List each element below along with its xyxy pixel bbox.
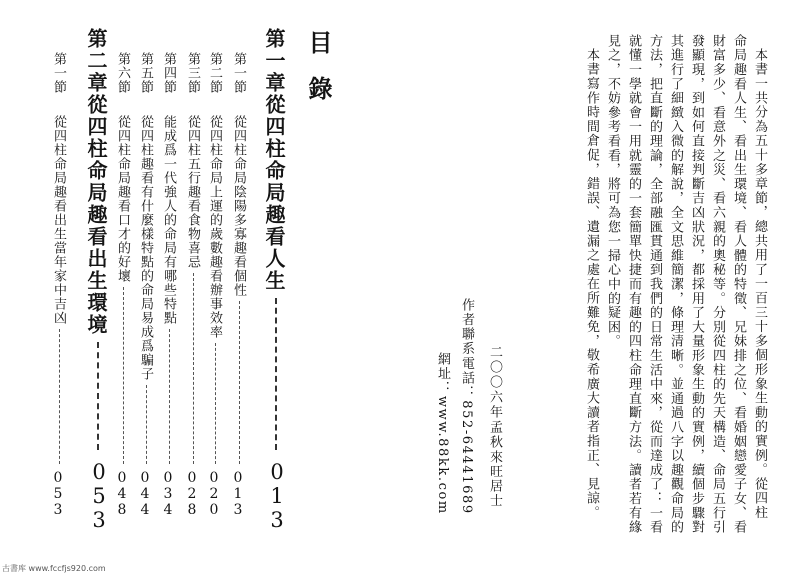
preface-line: 就懂一學就會一用就靈的一套簡單快捷而有趣的四柱命理直斷方法。讀者若有緣 bbox=[626, 34, 641, 535]
section-title: 從四柱命局趣看口才的好壞 bbox=[115, 115, 130, 283]
section-label: 第六節 bbox=[115, 52, 130, 94]
preface-line: 方法，把直斷的理論，全部融匯貫通到我們的日常生活中來，從而達成了：一看 bbox=[647, 34, 662, 535]
section-page-number: 053 bbox=[50, 470, 66, 518]
toc-page bbox=[0, 0, 396, 577]
section-title: 能成爲一代強人的命局有哪些特點 bbox=[161, 115, 176, 325]
web-label: 網址： bbox=[435, 352, 450, 396]
section-page-number: 028 bbox=[184, 470, 200, 518]
chapter-title: 從四柱命局趣看人生 bbox=[262, 94, 286, 292]
web-address: www.88kk.com bbox=[435, 395, 450, 515]
dotted-leader bbox=[193, 273, 194, 464]
dotted-leader bbox=[239, 301, 240, 464]
section-page-number: 044 bbox=[137, 470, 153, 518]
section-label: 第二節 bbox=[207, 52, 222, 94]
section-page-number: 034 bbox=[160, 470, 176, 518]
dotted-leader bbox=[169, 329, 170, 464]
preface-line: 財富多少、看意外之災、看六親的奧秘等。分別從四柱的先天構造、命局五行引 bbox=[710, 34, 725, 535]
preface-phone bbox=[460, 298, 473, 515]
chapter-label: 第一章 bbox=[262, 28, 286, 94]
section-title: 從四柱趣看有什麼樣特點的命局易成爲騙子 bbox=[138, 115, 153, 381]
preface-line: 本書一共分為五十多章節，總共用了一百三十多個形象生動的實例。從四柱 bbox=[752, 48, 767, 520]
dotted-leader bbox=[215, 343, 216, 464]
dotted-leader bbox=[97, 342, 99, 450]
chapter-page-number: 053 bbox=[87, 460, 111, 532]
chapter-label: 第二章 bbox=[84, 28, 108, 94]
preface-date: 二〇〇六年孟秋 bbox=[487, 345, 502, 450]
preface-line: 命局趣看人生、看出生環境、看人體的特徵、兄妹排之位、看婚姻戀愛子女、看 bbox=[731, 34, 746, 535]
chapter-title: 從四柱命局趣看出生環境 bbox=[84, 94, 108, 336]
preface-line: 發顯現，到如何直接判斷吉凶狀況，都採用了大量形象生動的實例，續個步驟對 bbox=[689, 34, 704, 535]
preface-line: 本書寫作時間倉促，錯誤、遺漏之處在所難免，敬希廣大讀者指正、見諒。 bbox=[584, 48, 599, 520]
dotted-leader bbox=[275, 298, 277, 450]
toc-title: 目錄 bbox=[304, 30, 333, 122]
section-label: 第三節 bbox=[185, 52, 200, 94]
section-title: 從四柱命局上運的歲數趣看辦事效率 bbox=[207, 115, 222, 339]
section-title: 從四柱命局陰陽多寡趣看個性 bbox=[231, 115, 246, 297]
chapter-page-number: 013 bbox=[265, 460, 289, 532]
dotted-leader bbox=[146, 385, 147, 464]
section-label: 第一節 bbox=[51, 52, 66, 94]
section-title: 從四柱五行趣看食物喜忌 bbox=[185, 115, 200, 269]
phone-label: 作者聯系電話： bbox=[459, 298, 474, 401]
preface-page bbox=[396, 0, 793, 577]
preface-line: 其進行了細緻入微的解說，全文思維簡潔，條理清晰。並通過八字以趣觀命局的 bbox=[668, 34, 683, 535]
section-page-number: 020 bbox=[206, 470, 222, 518]
section-label: 第四節 bbox=[161, 52, 176, 94]
section-page-number: 048 bbox=[114, 470, 130, 518]
section-page-number: 013 bbox=[230, 470, 246, 518]
dotted-leader bbox=[59, 329, 60, 464]
preface-author: 來旺居士 bbox=[487, 450, 502, 509]
preface-line: 見之，不妨參考看看，將可為您一掃心中的疑困。 bbox=[605, 34, 620, 349]
phone-number: 852-64441689 bbox=[459, 400, 474, 515]
section-label: 第五節 bbox=[138, 52, 153, 94]
preface-web bbox=[436, 352, 449, 515]
section-label: 第一節 bbox=[231, 52, 246, 94]
watermark: 古書库 www.fccfjs920.com bbox=[2, 564, 106, 573]
section-title: 從四柱命局趣看出生當年家中吉凶 bbox=[51, 115, 66, 325]
dotted-leader bbox=[123, 287, 124, 464]
